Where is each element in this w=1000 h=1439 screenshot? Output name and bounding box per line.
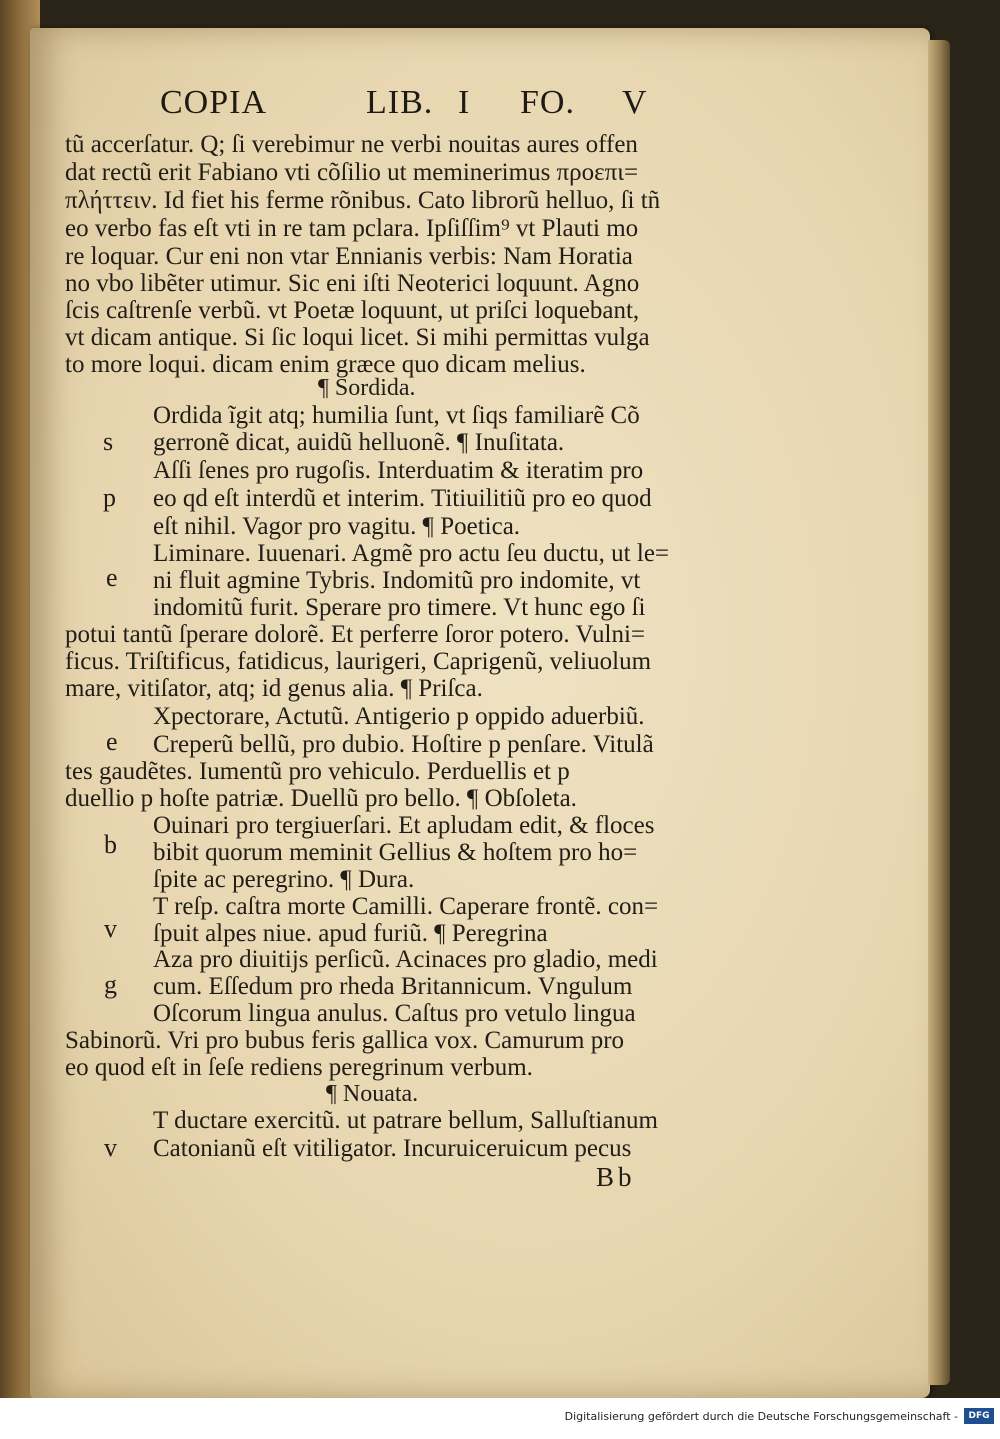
text-line: Aza pro diuitijs perſicũ. Acinaces pro gladio, medi [153,946,658,973]
running-head-book: I [458,84,471,121]
text-line: dat rectũ erit Fabiano vti cõſilio ut meminerimus προεπι= [65,159,639,186]
section-heading-nouata: ¶ Nouata. [326,1081,419,1107]
text-line: eo verbo fas eſt vti in re tam pclara. Ipſiſſim⁹ vt Plauti mo [65,215,639,242]
text-line: cum. Eſſedum pro rheda Britannicum. Vngulum [153,973,633,1000]
margin-initial: p [103,483,116,512]
text-line: potui tantũ ſperare dolorẽ. Et perferre ſoror potero. Vulni= [65,621,645,648]
text-line: πλήττειν. Id fiet his ferme rõnibus. Cato librorũ helluo, ſi tñ [65,187,661,214]
text-line: Sabinorũ. Vri pro bubus feris gallica vox. Camurum pro [65,1027,625,1054]
text-line: tũ accerſatur. Q; ſi verebimur ne verbi nouitas aures offen [65,131,638,158]
margin-initial: e [106,727,118,756]
text-line: eo qd eſt interdũ et interim. Titiuilitiũ pro eo quod [153,485,652,512]
funding-credit: Digitalisierung gefördert durch die Deutsche Forschungsgemeinschaft - [564,1410,958,1423]
text-line: vt dicam antique. Si ſic loqui licet. Si mihi permittas vulga [65,324,650,351]
text-line: Catonianũ eſt vitiligator. Incuruiceruicum pecus [153,1135,632,1162]
text-line: gerronẽ dicat, auidũ helluonẽ. ¶ Inuſitata. [153,429,565,456]
text-line: Xpectorare, Actutũ. Antigerio p oppido aduerbiũ. [153,703,645,730]
text-line: indomitũ furit. Sperare pro timere. Vt hunc ego ſi [153,594,646,621]
text-line: ſpite ac peregrino. ¶ Dura. [153,866,415,893]
text-line: Creperũ bellũ, pro dubio. Hoſtire p penſare. Vitulã [153,731,654,758]
text-line: Liminare. Iuuenari. Agmẽ pro actu ſeu ductu, ut le= [153,540,670,567]
margin-initial: b [104,830,117,859]
digitization-footer [0,1398,1000,1439]
text-line: Aſſi ſenes pro rugoſis. Interduatim & iteratim pro [153,457,644,484]
running-head-lib: LIB. [366,84,434,121]
margin-initial: g [104,970,117,999]
text-line: ſcis caſtrenſe verbũ. vt Poetæ loquunt, ut priſci loquebant, [65,297,640,324]
section-heading-sordida: ¶ Sordida. [318,375,416,401]
text-line: bibit quorum meminit Gellius & hoſtem pro ho= [153,839,638,866]
running-head-title: COPIA [160,84,268,121]
text-line: eo quod eſt in ſeſe rediens peregrinum verbum. [65,1054,533,1081]
text-line: no vbo libẽter utimur. Sic eni iſti Neoterici loquunt. Agno [65,270,640,297]
margin-initial: s [103,427,114,456]
text-line: mare, vitiſator, atq; id genus alia. ¶ Priſca. [65,675,483,702]
text-line: tes gaudẽtes. Iumentũ pro vehiculo. Perduellis et p [65,758,570,785]
text-line: Ordida ĩgit atq; humilia ſunt, vt ſiqs familiarẽ Cõ [153,402,640,429]
text-line: ſpuit alpes niue. apud furiũ. ¶ Peregrina [153,920,548,947]
margin-initial: e [106,563,118,592]
text-line: eſt nihil. Vagor pro vagitu. ¶ Poetica. [153,513,521,540]
text-line: ni fluit agmine Tybris. Indomitũ pro indomite, vt [153,567,641,594]
running-head-fo: FO. [520,84,575,121]
text-line: T ductare exercitũ. ut patrare bellum, Salluſtianum [153,1107,658,1134]
text-line: Oſcorum lingua anulus. Caſtus pro vetulo lingua [153,1000,636,1027]
text-line: Ouinari pro tergiuerſari. Et apludam edit, & floces [153,812,655,839]
text-line: re loquar. Cur eni non vtar Ennianis verbis: Nam Horatia [65,243,633,270]
dfg-logo-icon: DFG [964,1408,994,1424]
margin-initial: v [104,914,117,943]
text-line: T reſp. caſtra morte Camilli. Caperare frontẽ. con= [153,893,659,920]
signature-mark: Bb [596,1162,636,1192]
text-line: ficus. Triſtificus, fatidicus, laurigeri, Caprigenũ, veliuolum [65,648,652,675]
text-line: to more loqui. dicam enim græce quo dicam melius. [65,351,586,378]
text-line: duellio p hoſte patriæ. Duellũ pro bello. ¶ Obſoleta. [65,785,577,812]
margin-initial: v [104,1133,117,1162]
running-head-leaf: V [622,84,648,121]
